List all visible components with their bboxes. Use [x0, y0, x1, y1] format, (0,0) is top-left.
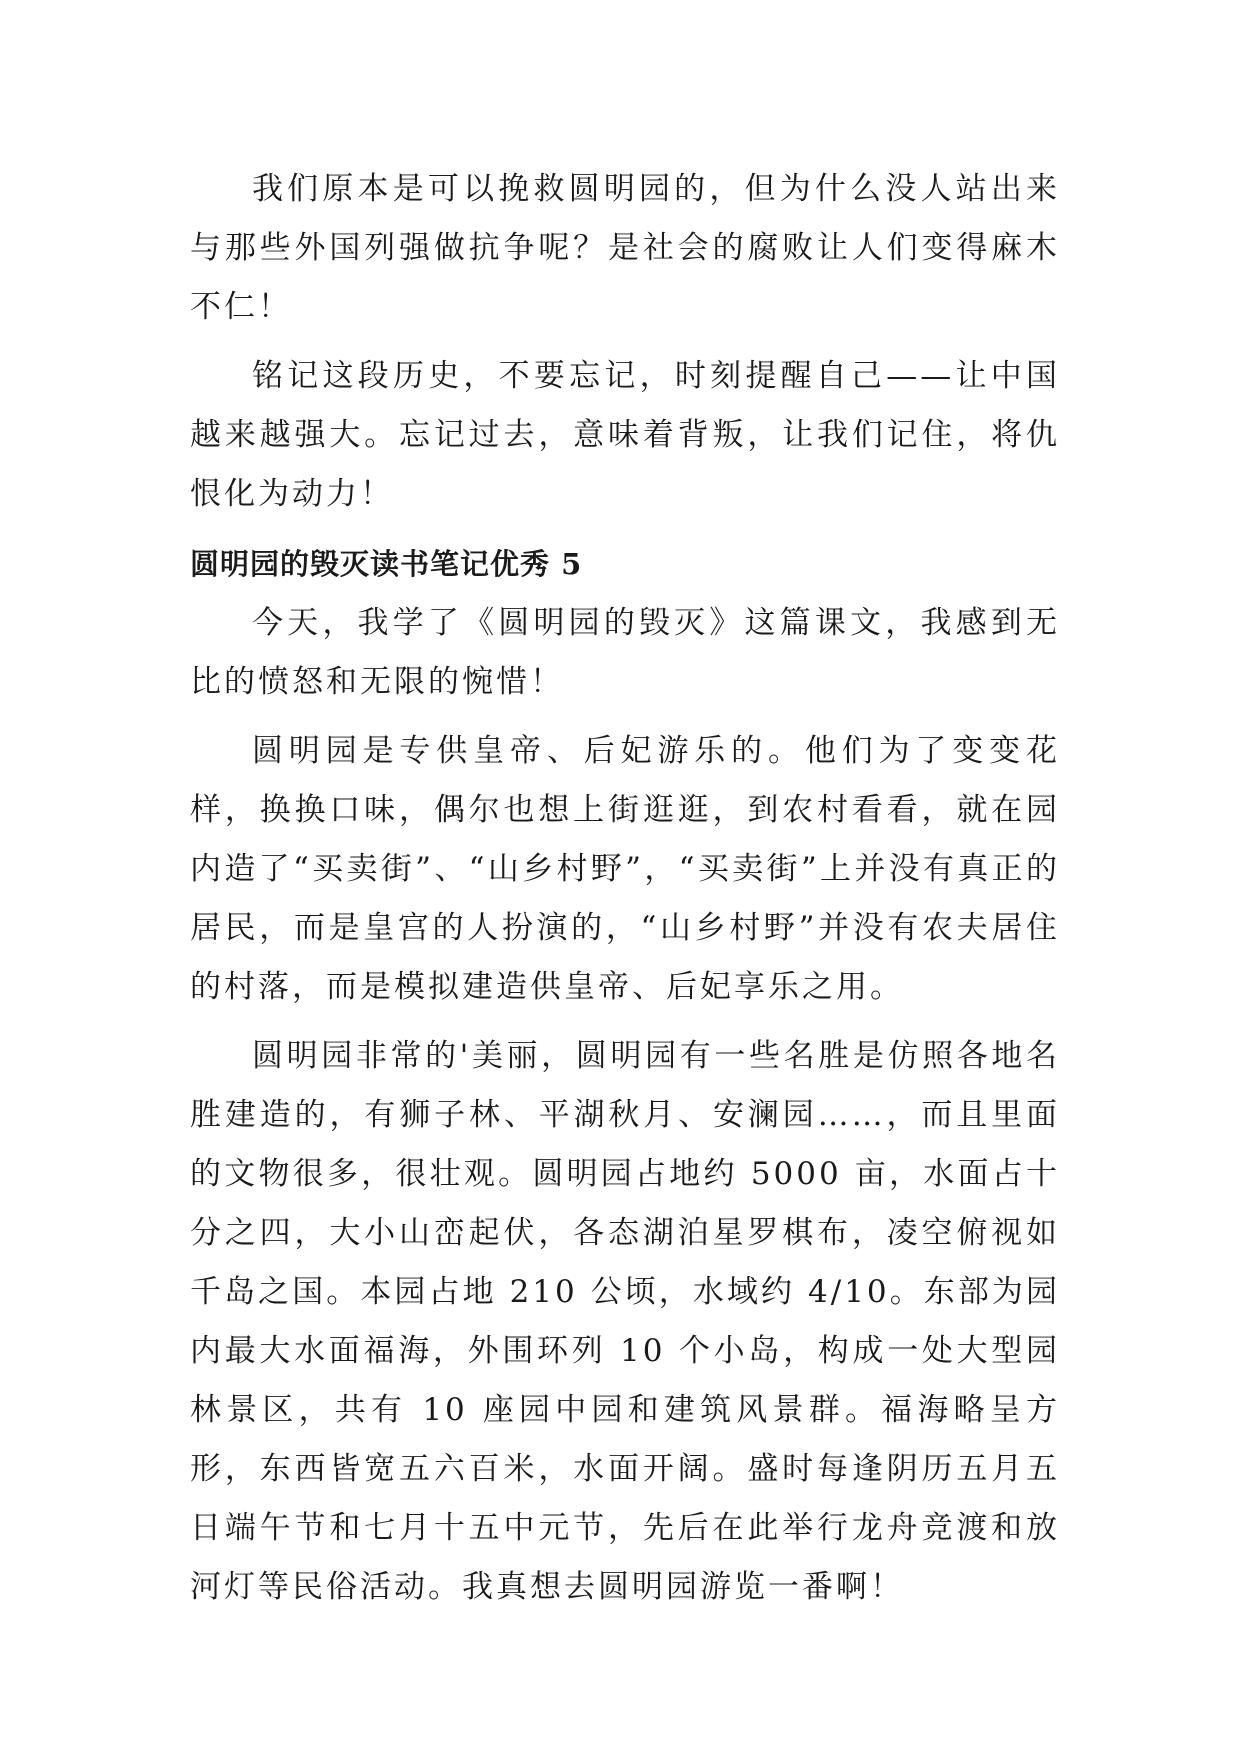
- paragraph-rescue: 我们原本是可以挽救圆明园的，但为什么没人站出来与那些外国列强做抗争呢？是社会的腐败让人们变得麻木不仁！: [190, 171, 1060, 325]
- paragraph-garden-beauty: 圆明园非常的'美丽，圆明园有一些名胜是仿照各地名胜建造的，有狮子林、平湖秋月、安澜园……，而且里面的文物很多，很壮观。圆明园占地约 5000 亩，水面占十分之四，大小山峦起伏，各态湖泊星罗棋布，凌空俯视如千岛之国。本园占地 210 公顷，水域约 4/10。东部为园内最大水面福海，外围环列 10 个小岛，构成一处大型园林景区，共有 10 座园中园和建筑风景群。福海略呈方形，东西皆宽五六百米，水面开阔。盛时每逢阴历五月五日端午节和七月十五中元节，先后在此举行龙舟竞渡和放河灯等民俗活动。我真想去圆明园游览一番啊！: [190, 1038, 1060, 1605]
- document-page: [190, 160, 1060, 1627]
- section-heading: 圆明园的毁灭读书笔记优秀 5: [190, 547, 583, 581]
- paragraph-remember-history: 铭记这段历史，不要忘记，时刻提醒自己——让中国越来越强大。忘记过去，意味着背叛，让我们记住，将仇恨化为动力！: [190, 358, 1060, 512]
- paragraph-emperor-amusement: 圆明园是专供皇帝、后妃游乐的。他们为了变变花样，换换口味，偶尔也想上街逛逛，到农村看看，就在园内造了“买卖街”、“山乡村野”，“买卖街”上并没有真正的居民，而是皇宫的人扮演的，“山乡村野”并没有农夫居住的村落，而是模拟建造供皇帝、后妃享乐之用。: [190, 733, 1060, 1005]
- paragraph-today-lesson: 今天，我学了《圆明园的毁灭》这篇课文，我感到无比的愤怒和无限的惋惜！: [190, 605, 1060, 700]
